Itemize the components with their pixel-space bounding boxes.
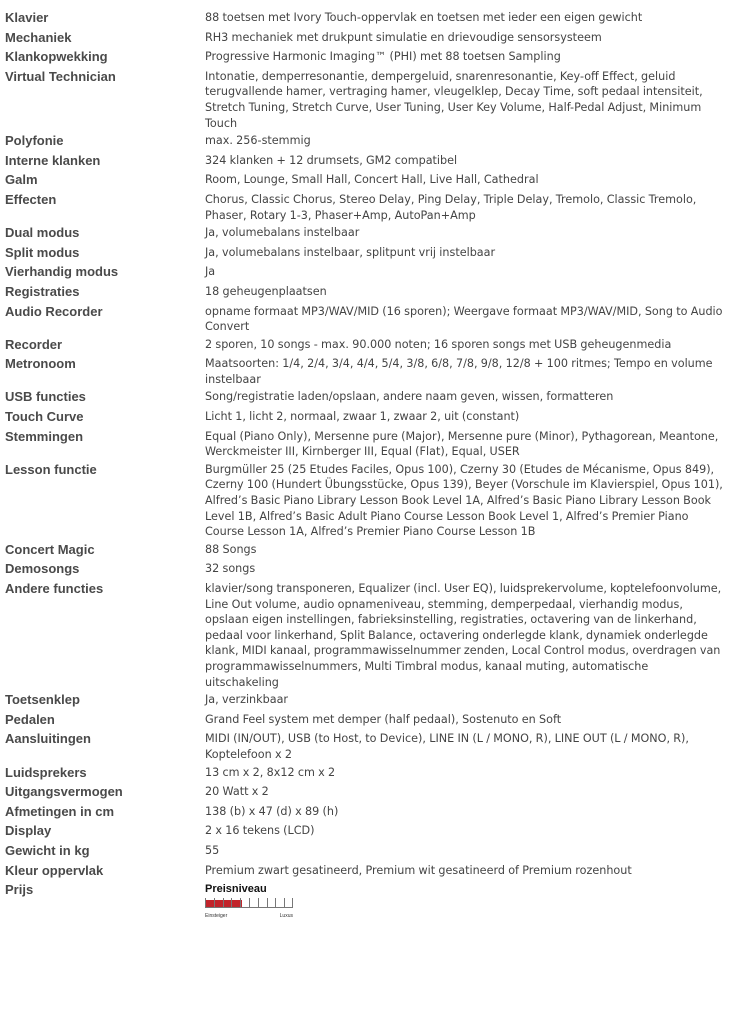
spec-value: 18 geheugenplaatsen xyxy=(205,284,327,298)
spec-label: Registraties xyxy=(5,283,80,299)
spec-value: 55 xyxy=(205,843,220,857)
spec-value: Song/registratie laden/opslaan, andere naam geven, wissen, formatteren xyxy=(205,390,614,404)
price-section xyxy=(0,880,731,923)
table-row xyxy=(0,67,731,131)
spec-label: Aansluitingen xyxy=(5,731,91,747)
price-scale-high-label: Luxus xyxy=(279,913,293,920)
spec-value: Ja, verzinkbaar xyxy=(205,693,289,707)
spec-value: Equal (Piano Only), Mersenne pure (Major), Mersenne pure (Minor), Pythagorean, Meantone, Werckmeister III, Kirnberger III, Equal (Flat), Equal, USER xyxy=(205,429,719,459)
spec-label: Display xyxy=(5,823,52,839)
spec-label: Effecten xyxy=(5,191,57,207)
spec-label: Virtual Technician xyxy=(5,68,116,84)
spec-label: Klankopwekking xyxy=(5,49,108,65)
spec-label: Interne klanken xyxy=(5,152,101,168)
spec-value: 324 klanken + 12 drumsets, GM2 compatibel xyxy=(205,153,458,167)
spec-value: Chorus, Classic Chorus, Stereo Delay, Ping Delay, Triple Delay, Tremolo, Classic Tremolo, Phaser, Rotary 1-3, Phaser+Amp, AutoPan+Amp xyxy=(205,192,697,222)
spec-value: 2 x 16 tekens (LCD) xyxy=(205,824,315,838)
spec-label: Gewicht in kg xyxy=(5,842,90,858)
price-level-tick xyxy=(249,898,250,907)
spec-value: 13 cm x 2, 8x12 cm x 2 xyxy=(205,765,336,779)
table-row xyxy=(0,763,731,783)
spec-value: Premium zwart gesatineerd, Premium wit gesatineerd of Premium rozenhout xyxy=(205,863,632,877)
spec-label: Kleur oppervlak xyxy=(5,862,104,878)
spec-label: Touch Curve xyxy=(5,409,84,425)
table-row xyxy=(0,262,731,282)
spec-value: max. 256-stemmig xyxy=(205,134,311,148)
spec-value: Room, Lounge, Small Hall, Concert Hall, Live Hall, Cathedral xyxy=(205,173,539,187)
spec-label: Audio Recorder xyxy=(5,303,103,319)
spec-value: RH3 mechaniek met drukpunt simulatie en drievoudige sensorsysteem xyxy=(205,30,602,44)
price-scale-low-label: Einsteiger xyxy=(205,913,228,920)
spec-label-price: Prijs xyxy=(5,882,34,898)
table-row xyxy=(0,559,731,579)
table-row xyxy=(0,190,731,223)
table-row xyxy=(0,427,731,460)
price-level-tick xyxy=(275,898,276,907)
spec-label: USB functies xyxy=(5,389,86,405)
spec-label: Vierhandig modus xyxy=(5,264,119,280)
spec-label: Split modus xyxy=(5,244,80,260)
spec-value: Ja, volumebalans instelbaar xyxy=(205,226,360,240)
table-row xyxy=(0,861,731,881)
price-level-tick xyxy=(240,898,241,907)
spec-value: 2 sporen, 10 songs - max. 90.000 noten; 16 sporen songs met USB geheugenmedia xyxy=(205,337,672,351)
table-row xyxy=(0,387,731,407)
table-row xyxy=(0,302,731,335)
table-row xyxy=(0,802,731,822)
price-level-tick xyxy=(231,898,232,907)
price-level-title: Preisniveau xyxy=(205,883,267,896)
spec-label: Stemmingen xyxy=(5,428,84,444)
table-row xyxy=(0,782,731,802)
spec-value: Ja, volumebalans instelbaar, splitpunt vrij instelbaar xyxy=(205,245,496,259)
spec-value: 32 songs xyxy=(205,562,256,576)
price-level-tick xyxy=(292,898,293,907)
table-row xyxy=(0,710,731,730)
table-row xyxy=(0,8,731,28)
spec-value: 88 Songs xyxy=(205,542,257,556)
spec-label: Metronoom xyxy=(5,356,76,372)
spec-label: Toetsenklep xyxy=(5,692,80,708)
spec-value: 138 (b) x 47 (d) x 89 (h) xyxy=(205,804,339,818)
table-row xyxy=(0,28,731,48)
spec-label: Galm xyxy=(5,172,38,188)
table-row xyxy=(0,282,731,302)
spec-value: klavier/song transponeren, Equalizer (incl. User EQ), luidsprekervolume, koptelefoonvolume, Line Out volume, audio opnameniveau, stemming, demperpedaal, vierhandig modus, opslaan eigen instellingen, fabrieksinstelling, registraties, octavering van de linkerhand, pedaal voor linkerhand, Split Balance, octavering onderlegde klank, dynamiek onderlegde klank, MIDI kanaal, programmawisselnummer zenden, Local Control modus, overdragen van programmawisselnummers, Multi Timbral modus, kanaal muting, automatische uitschakeling xyxy=(205,582,722,689)
spec-label: Pedalen xyxy=(5,711,55,727)
spec-value: MIDI (IN/OUT), USB (to Host, to Device), LINE IN (L / MONO, R), LINE OUT (L / MONO, R), Koptelefoon x 2 xyxy=(205,732,689,761)
price-level-tick xyxy=(284,898,285,907)
spec-value: Grand Feel system met demper (half pedaal), Sostenuto en Soft xyxy=(205,712,562,726)
table-row xyxy=(0,243,731,263)
table-row xyxy=(0,579,731,690)
price-level-tick xyxy=(205,898,206,907)
table-row xyxy=(0,540,731,560)
table-row xyxy=(0,841,731,861)
table-row xyxy=(0,354,731,387)
table-row xyxy=(0,170,731,190)
price-level-cell xyxy=(205,880,731,923)
price-level-tick xyxy=(267,898,268,907)
spec-label: Concert Magic xyxy=(5,541,95,557)
price-level-scale xyxy=(205,908,293,920)
spec-label: Andere functies xyxy=(5,581,104,596)
spec-label: Polyfonie xyxy=(5,133,64,149)
price-level-graphic xyxy=(205,883,725,923)
table-row xyxy=(0,223,731,243)
spec-label: Lesson functie xyxy=(5,461,97,477)
spec-label: Klavier xyxy=(5,10,49,25)
price-level-tick xyxy=(258,898,259,907)
spec-value: Ja xyxy=(205,265,216,279)
table-row xyxy=(0,131,731,151)
spec-label: Recorder xyxy=(5,336,63,352)
table-row xyxy=(0,407,731,427)
price-level-tick xyxy=(214,898,215,907)
spec-table-body xyxy=(0,8,731,880)
table-row xyxy=(0,729,731,762)
spec-value: opname formaat MP3/WAV/MID (16 sporen); Weergave formaat MP3/WAV/MID, Song to Audio Convert xyxy=(205,304,723,334)
spec-value: Intonatie, demperresonantie, dempergeluid, snarenresonantie, Key-off Effect, geluid terugvallende hamer, vertraging hamer, vleugelklep, Decay Time, soft pedaal intensiteit, Stretch Tuning, Stretch Curve, User Tuning, User Key Volume, Half-Pedal Adjust, Minimum Touch xyxy=(205,69,703,130)
spec-value: Progressive Harmonic Imaging™ (PHI) met 88 toetsen Sampling xyxy=(205,50,561,64)
spec-value: Licht 1, licht 2, normaal, zwaar 1, zwaar 2, uit (constant) xyxy=(205,410,520,424)
spec-value: Burgmüller 25 (25 Etudes Faciles, Opus 100), Czerny 30 (Etudes de Mécanisme, Opus 849), Czerny 100 (Hundert Übungsstücke, Opus 139), Beyer (Vorschule im Klavierspiel, Opus 101), Alfred’s Basic Piano Library Lesson Book Level 1A, Alfred’s Basic Piano Library Lesson Book Level 1B, Alfred’s Basic Adult Piano Course Lesson Book Level 1, Alfred’s Premier Piano Course Lesson 1A, Alfred’s Premier Piano Course Lesson 1B xyxy=(205,462,723,539)
table-row xyxy=(0,151,731,171)
price-level-bar xyxy=(205,897,293,908)
spec-label: Mechaniek xyxy=(5,29,72,45)
spec-label: Dual modus xyxy=(5,225,80,241)
spec-label: Luidsprekers xyxy=(5,764,87,780)
table-row xyxy=(0,821,731,841)
price-level-tick xyxy=(223,898,224,907)
spec-value: 20 Watt x 2 xyxy=(205,785,269,799)
spec-label: Afmetingen in cm xyxy=(5,803,115,819)
spec-label: Demosongs xyxy=(5,561,80,577)
spec-value: Maatsoorten: 1/4, 2/4, 3/4, 4/4, 5/4, 3/8, 6/8, 7/8, 9/8, 12/8 + 100 ritmes; Tempo en volume instelbaar xyxy=(205,357,713,386)
spec-value: 88 toetsen met Ivory Touch-oppervlak en toetsen met ieder een eigen gewicht xyxy=(205,11,643,24)
table-row xyxy=(0,690,731,710)
table-row xyxy=(0,335,731,355)
table-row xyxy=(0,460,731,540)
spec-label: Uitgangsvermogen xyxy=(5,784,123,800)
spec-table xyxy=(0,8,731,923)
table-row xyxy=(0,47,731,67)
table-row-price xyxy=(0,880,731,923)
